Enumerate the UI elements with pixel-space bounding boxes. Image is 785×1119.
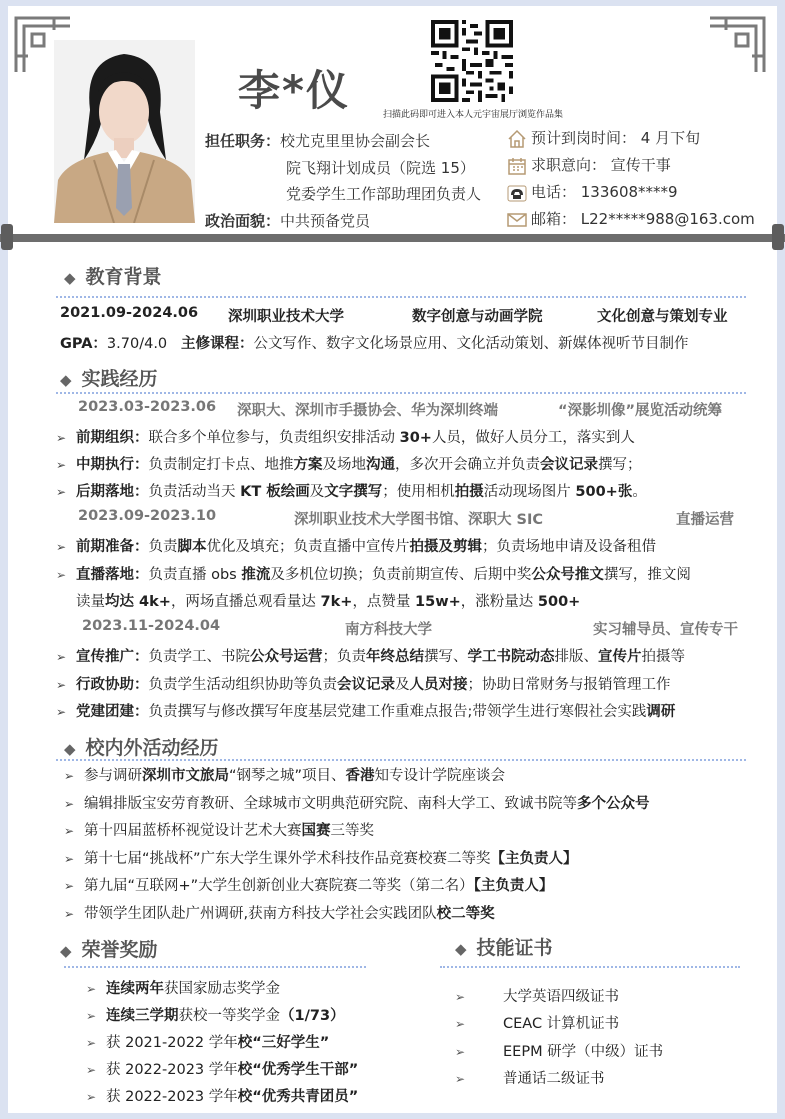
email-row — [507, 206, 755, 233]
list-item: ➢ 前期准备：负责脚本优化及填充；负责直播中宣传片拍摄及剪辑；负责场地申请及设备租借 — [56, 539, 656, 555]
education-details: GPA：3.70/4.0 主修课程：公文写作、数字文化场景应用、文化活动策划、新媒体视听节目制作 — [60, 336, 689, 352]
section-activities-title: ◆ 校内外活动经历 — [64, 737, 219, 759]
list-item: ➢ 带领学生团队赴广州调研,获南方科技大学社会实践团队校二等奖 — [64, 906, 495, 922]
phone-icon — [507, 183, 527, 203]
list-item: ➢ 直播落地：负责直播 obs 推流及多机位切换；负责前期宣传、后期中奖公众号推文撰写，推文阅 — [56, 567, 691, 583]
list-item: ➢ CEAC 计算机证书 — [455, 1016, 620, 1032]
section-divider — [56, 296, 746, 298]
exp-org: 深圳职业技术大学图书馆、深职大 SIC — [294, 512, 544, 528]
diamond-icon: ◆ — [455, 940, 467, 958]
list-item: ➢ 后期落地：负责活动当天 KT 板绘画及文字撰写；使用相机拍摄活动现场图片 500+张。 — [56, 484, 647, 500]
email-text: 邮箱： L22*****988@163.com — [531, 210, 755, 228]
list-item: ➢ 获 2022-2023 学年校“优秀共青团员” — [86, 1089, 359, 1105]
qr-caption: 扫描此码即可进入本人元宇宙展厅浏览作品集 — [383, 110, 564, 120]
list-item: ➢ 普通话二级证书 — [455, 1071, 605, 1087]
position-item: 校尤克里里协会副会长 — [280, 132, 431, 150]
divider-cap-left — [1, 224, 13, 250]
list-item: ➢ 第十七届“挑战杯”广东大学生课外学术科技作品竞赛校赛二等奖【主负责人】 — [64, 851, 578, 867]
basic-info — [205, 128, 481, 234]
exp-org: 南方科技大学 — [345, 622, 432, 638]
exp-role: 直播运营 — [676, 512, 734, 528]
section-divider — [56, 759, 746, 761]
list-item: ➢ 参与调研深圳市文旅局“钢琴之城”项目、香港知专设计学院座谈会 — [64, 768, 506, 784]
arrival-text: 预计到岗时间： 4 月下旬 — [531, 129, 701, 147]
exp-period: 2023.03-2023.06 — [78, 399, 217, 415]
intention-text: 求职意向： 宣传干事 — [531, 156, 671, 174]
list-item: ➢ 第九届“互联网+”大学生创新创业大赛院赛二等奖（第二名）【主负责人】 — [64, 878, 554, 894]
phone-row — [507, 179, 755, 206]
list-item: ➢ 获 2021-2022 学年校“三好学生” — [86, 1035, 330, 1051]
profile-photo — [54, 40, 195, 223]
list-item: ➢ 行政协助：负责学生活动组织协助等负责会议记录及人员对接；协助日常财务与报销管理工作 — [56, 677, 671, 693]
exp-org: 深职大、深圳市手摄协会、华为深圳终端 — [237, 403, 498, 419]
section-honors-title: ◆ 荣誉奖励 — [60, 939, 158, 961]
list-item: ➢ 编辑排版宝安劳育教研、全球城市文明典范研究院、南科大学工、致诚书院等多个公众号 — [64, 796, 650, 812]
candidate-name: 李*仪 — [238, 66, 350, 115]
diamond-icon: ◆ — [64, 269, 76, 287]
header-divider — [0, 234, 785, 242]
list-item: ➢ 第十四届蓝桥杯视觉设计艺术大赛国赛三等奖 — [64, 823, 374, 839]
divider-cap-right — [772, 224, 784, 250]
education-period: 2021.09-2024.06 — [60, 305, 199, 321]
mail-icon — [507, 210, 527, 230]
phone-text: 电话： 133608****9 — [531, 183, 678, 201]
list-item: ➢ 党建团建：负责撰写与修改撰写年度基层党建工作重难点报告;带领学生进行寒假社会实践调研 — [56, 704, 676, 720]
qr-code-icon[interactable] — [431, 20, 513, 102]
list-item: ➢ EEPM 研学（中级）证书 — [455, 1044, 664, 1060]
calendar-icon — [507, 156, 527, 176]
section-education-title: ◆ 教育背景 — [64, 266, 162, 288]
list-item: ➢ 连续三学期获校一等奖学金（1/73） — [86, 1008, 345, 1024]
position-item: 党委学生工作部助理团负责人 — [286, 185, 482, 203]
position-item: 院飞翔计划成员（院选 15） — [286, 158, 475, 177]
list-item-continuation: 读量均达 4k+，两场直播总观看量达 7k+，点赞量 15w+，涨粉量达 500+ — [76, 594, 581, 610]
education-college: 数字创意与动画学院 — [412, 309, 543, 325]
section-practice-title: ◆ 实践经历 — [60, 368, 158, 390]
diamond-icon: ◆ — [64, 740, 76, 758]
section-divider — [64, 966, 366, 968]
section-divider — [56, 392, 746, 394]
exp-period: 2023.11-2024.04 — [82, 618, 221, 634]
position-row — [205, 181, 481, 208]
contact-info — [507, 125, 755, 233]
diamond-icon: ◆ — [60, 371, 72, 389]
education-school: 深圳职业技术大学 — [228, 309, 344, 325]
politics-row — [205, 208, 481, 235]
politics-value: 中共预备党员 — [280, 211, 371, 230]
list-item: ➢ 获 2022-2023 学年校“优秀学生干部” — [86, 1062, 359, 1078]
position-row — [205, 155, 481, 182]
corner-ornament-right-icon — [708, 16, 766, 74]
list-item: ➢ 前期组织：联合多个单位参与，负责组织安排活动 30+人员，做好人员分工，落实到人 — [56, 430, 635, 446]
diamond-icon: ◆ — [60, 942, 72, 960]
education-major: 文化创意与策划专业 — [597, 309, 728, 325]
position-row — [205, 128, 481, 155]
positions-label: 担任职务： — [205, 132, 281, 150]
list-item: ➢ 宣传推广：负责学工、书院公众号运营；负责年终总结撰写、学工书院动态排版、宣传片拍摄等 — [56, 649, 685, 665]
politics-label: 政治面貌： — [205, 211, 281, 230]
list-item: ➢ 大学英语四级证书 — [455, 989, 619, 1005]
arrival-row — [507, 125, 755, 152]
list-item: ➢ 中期执行：负责制定打卡点、地推方案及场地沟通，多次开会确立并负责会议记录撰写； — [56, 457, 642, 473]
exp-role: 实习辅导员、宣传专干 — [593, 622, 738, 638]
home-icon — [507, 129, 527, 149]
exp-period: 2023.09-2023.10 — [78, 508, 217, 524]
list-item: ➢ 连续两年获国家励志奖学金 — [86, 981, 280, 997]
section-skills-title: ◆ 技能证书 — [455, 937, 553, 959]
intention-row — [507, 152, 755, 179]
exp-role: “深影圳像”展览活动统筹 — [558, 403, 723, 419]
section-divider — [440, 966, 740, 968]
